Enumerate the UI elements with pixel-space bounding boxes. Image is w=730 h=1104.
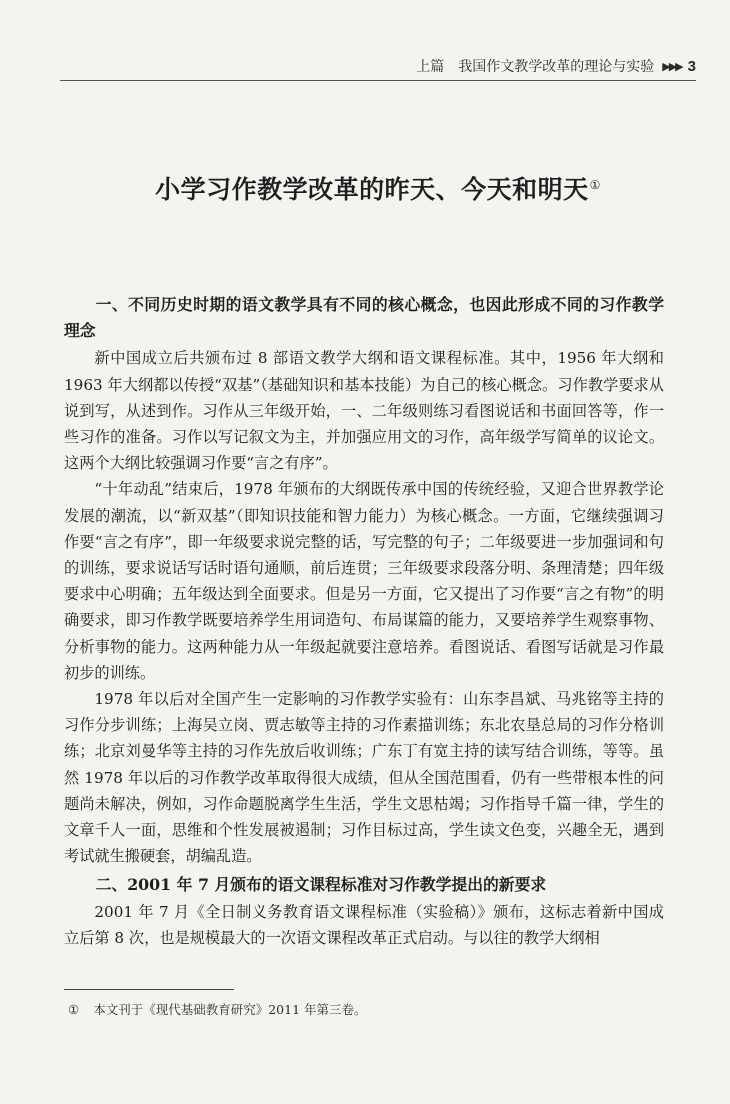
section-heading-2: 二、2001 年 7 月颁布的语文课程标准对习作教学提出的新要求	[95, 875, 547, 895]
header-arrows-icon: ▶▶▶	[662, 59, 682, 73]
paragraph: 1978 年以后对全国产生一定影响的习作教学实验有：山东李昌斌、马兆铭等主持的习作分步训练；上海吴立岗、贾志敏等主持的习作素描训练；东北农垦总局的习作分格训练；北京刘曼华等主持的习作先放后收训练；广东丁有宽主持的读写结合训练，等等。虽然 1978 年以后的习作教学改革取得很大成绩，但从全国范围看，仍有一些带根本性的问题尚未解决，例如，习作命题脱离学生生活，学生文思枯竭；习作指导千篇一律，学生的文章千人一面，思维和个性发展被遏制；习作目标过高，学生读文色变，兴趣全无，遇到考试就生搬硬套，胡编乱造。	[64, 690, 664, 866]
footnote-mark: ①	[68, 1002, 80, 1017]
title-footnote-mark: ①	[589, 177, 601, 192]
footnote-text: 本文刊于《现代基础教育研究》2011 年第三卷。	[93, 1002, 367, 1017]
footnote-rule	[64, 989, 234, 990]
header-part: 上篇	[416, 59, 445, 75]
article-title	[60, 170, 696, 206]
article-body	[64, 292, 664, 951]
paragraph: “十年动乱”结束后，1978 年颁布的大纲既传承中国的传统经验，又迎合世界教学论发展的潮流，以“新双基”（即知识技能和智力能力）为核心概念。一方面，它继续强调习作要“言之有序”，即一年级要求说完整的话，写完整的句子；二年级要进一步加强词和句的训练，要求说话写话时语句通顺，前后连贯；三年级要求段落分明、条理清楚；四年级要求中心明确；五年级达到全面要求。但是另一方面，它又提出了习作要“言之有物”的明确要求，即习作教学既要培养学生用词造句、布局谋篇的能力，又要培养学生观察事物、分析事物的能力。这两种能力从一年级起就要注意培养。看图说话、看图写话就是习作最初步的训练。	[64, 480, 664, 682]
header-rule	[60, 80, 696, 81]
paragraph: 新中国成立后共颁布过 8 部语文教学大纲和语文课程标准。其中，1956 年大纲和 1963 年大纲都以传授“双基”（基础知识和基本技能）为自己的核心概念。习作教学要求从说到写，从述到作。习作从三年级开始，一、二年级则练习看图说话和书面回答等，作一些习作的准备。习作以写记叙文为主，并加强应用文的习作，高年级学写简单的议论文。这两个大纲比较强调习作要“言之有序”。	[64, 349, 664, 473]
footnote	[68, 1000, 367, 1018]
running-header	[60, 56, 696, 76]
page-number: 3	[687, 57, 696, 75]
section-heading-1: 一、不同历史时期的语文教学具有不同的核心概念，也因此形成不同的习作教学理念	[64, 295, 664, 341]
paragraph: 2001 年 7 月《全日制义务教育语文课程标准（实验稿）》颁布，这标志着新中国成立后第 8 次，也是规模最大的一次语文课程改革正式启动。与以往的教学大纲相	[64, 902, 664, 947]
header-chapter-title: 我国作文教学改革的理论与实验	[458, 59, 655, 75]
article-title-text: 小学习作教学改革的昨天、今天和明天	[155, 175, 589, 204]
